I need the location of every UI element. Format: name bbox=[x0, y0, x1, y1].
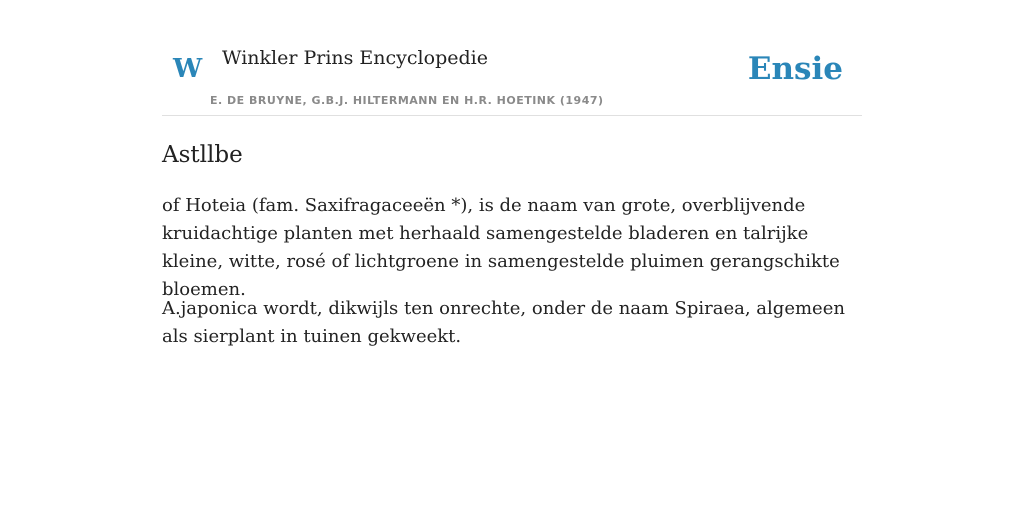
encyclopedia-title-link[interactable]: Winkler Prins Encyclopedie bbox=[222, 47, 488, 69]
article-page bbox=[162, 0, 862, 347]
ensie-logo-link[interactable]: Ensie bbox=[747, 51, 843, 87]
source-header bbox=[162, 0, 862, 116]
encyclopedia-logo-icon[interactable]: W bbox=[173, 54, 202, 84]
entry-paragraph: of Hoteia (fam. Saxifragaceeën *), is de naam van grote, overblijvende kruidachtige planten met herhaald samengestelde bladeren en talrijke kleine, witte, rosé of lichtgroene in samengestelde pluimen gerangschikte bloemen. bbox=[162, 195, 840, 300]
entry-paragraph: A.japonica wordt, dikwijls ten onrechte, onder de naam Spiraea, algemeen als sierplant in tuinen gekweekt. bbox=[162, 298, 845, 347]
source-authors: E. DE BRUYNE, G.B.J. HILTERMANN EN H.R. HOETINK (1947) bbox=[210, 94, 604, 107]
entry-title: Astllbe bbox=[162, 142, 243, 168]
